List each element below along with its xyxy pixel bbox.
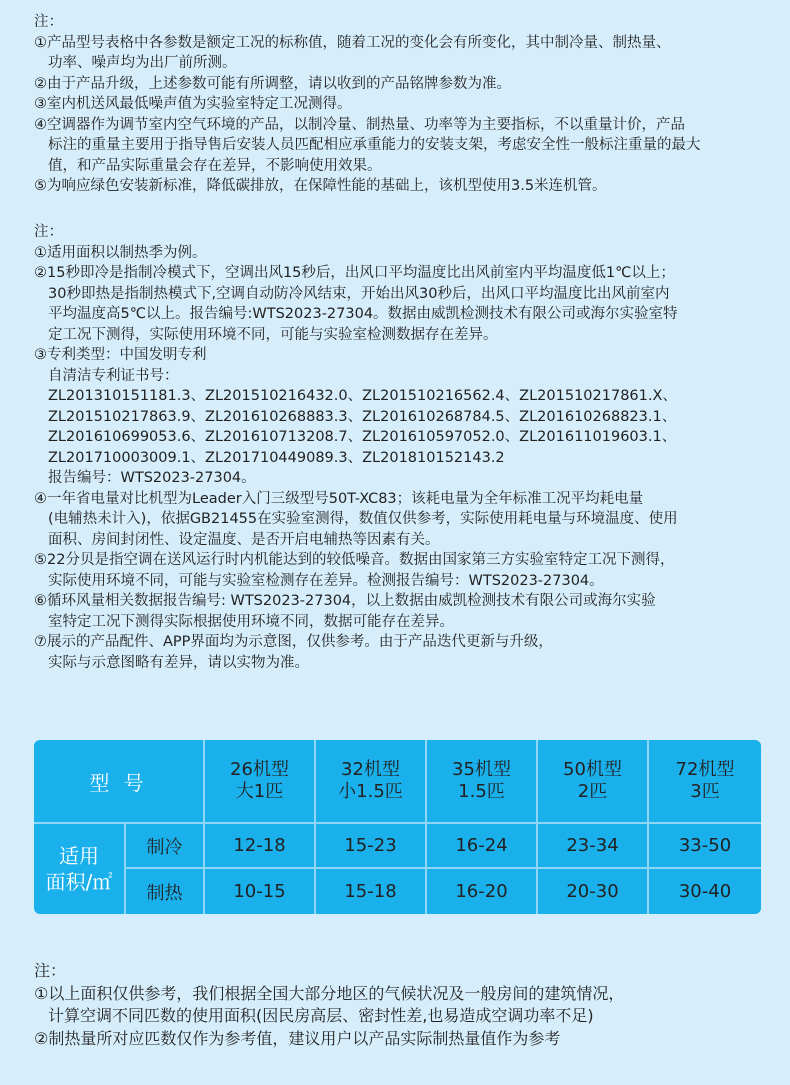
model-name: 26机型 <box>230 759 289 780</box>
note-line: 定工况下测得，实际使用环境不同，可能与实验室检测数据存在差异。 <box>48 326 498 343</box>
table-cell: 15-18 <box>344 881 397 902</box>
model-name: 50机型 <box>563 759 622 780</box>
row-label-cooling: 制冷 <box>146 836 183 858</box>
model-capacity: 大1匹 <box>235 781 284 802</box>
note-line: 功率、噪声均为出厂前所测。 <box>48 55 237 71</box>
note-line: 平均温度高5℃以上。报告编号:WTS2023-27304。数据由威凯检测技术有限公司或海尔实验室特 <box>48 306 678 322</box>
note-line: (电辅热未计入)，依据GB21455在实验室测得，数值仅供参考，实际使用耗电量与环境温度、使用 <box>48 511 678 527</box>
note-line: 室特定工况下测得实际根据使用环境不同，数据可能存在差异。 <box>48 613 454 630</box>
table-cell: 23-34 <box>566 835 619 856</box>
note-line: 报告编号：WTS2023-27304。 <box>48 470 256 486</box>
note-line: 值，和产品实际重量会存在差异，不影响使用效果。 <box>48 157 382 174</box>
note-line: 实际使用环境不同，可能与实验室检测存在差异。检测报告编号：WTS2023-27304。 <box>48 572 604 589</box>
model-header: 型 号 <box>89 770 148 795</box>
note-line: ⑤为响应绿色安装新标准，降低碳排放，在保障性能的基础上，该机型使用3.5米连机管。 <box>34 178 607 194</box>
table-cell: 20-30 <box>566 881 619 902</box>
note-line: ⑦展示的产品配件、APP界面均为示意图，仅供参考。由于产品迭代更新与升级， <box>34 634 553 650</box>
model-column-26 <box>205 740 314 822</box>
note-line: 实际与示意图略有差异，请以实物为准。 <box>48 654 309 671</box>
model-capacity: 3匹 <box>690 781 720 802</box>
note-line: ⑤22分贝是指空调在送风运行时内机能达到的较低噪音。数据由国家第三方实验室特定工况下测得， <box>34 552 675 568</box>
model-name: 32机型 <box>341 759 400 780</box>
table-cell: 16-24 <box>455 835 508 856</box>
table-cell: 10-15 <box>233 881 286 902</box>
note-line: ④一年省电量对比机型为Leader入门三级型号50T-XC83；该耗电量为全年标准工况平均耗电量 <box>34 490 644 507</box>
note-line: ③专利类型：中国发明专利 <box>34 347 207 363</box>
model-capacity: 1.5匹 <box>458 781 505 802</box>
note-line: ①以上面积仅供参考，我们根据全国大部分地区的气候状况及一般房间的建筑情况， <box>34 983 625 1003</box>
note-line: ④空调器作为调节室内空气环境的产品，以制冷量、制热量、功率等为主要指标，不以重量计价，产品 <box>34 116 685 133</box>
note-line: ①适用面积以制热季为例。 <box>34 244 207 261</box>
model-name: 35机型 <box>452 759 511 780</box>
note-line: 面积、房间封闭性、设定温度、是否开启电辅热等因素有关。 <box>48 531 440 548</box>
note-line: 自清洁专利证书号： <box>48 367 179 384</box>
note-heading: 注： <box>34 224 63 240</box>
model-capacity: 2匹 <box>577 781 608 802</box>
note-line: 30秒即热是指制热模式下,空调自动防冷风结束，开始出风30秒后，出风口平均温度比出风前室内 <box>48 285 670 302</box>
note-line: ②制热量所对应匹数仅作为参考值，建议用户以产品实际制热量值作为参考 <box>34 1028 561 1048</box>
note-line: ③室内机送风最低噪声值为实验室特定工况测得。 <box>34 96 352 112</box>
notes-section-2 <box>34 222 774 673</box>
patent-line: ZL201310151181.3、ZL201510216432.0、ZL201510216562.4、ZL201510217861.X、 <box>48 388 677 404</box>
patent-line: ZL201710003009.1、ZL201710449089.3、ZL201810152143.2 <box>48 449 505 466</box>
model-name: 72机型 <box>675 759 735 780</box>
model-column-32 <box>316 740 425 822</box>
model-capacity: 小1.5匹 <box>338 781 403 802</box>
note-line: ②15秒即冷是指制冷模式下，空调出风15秒后，出风口平均温度比出风前室内平均温度低1℃以上； <box>34 265 675 281</box>
table-cell: 12-18 <box>233 835 286 856</box>
notes-section-1 <box>34 12 774 197</box>
area-label <box>34 824 124 914</box>
table-cell: 16-20 <box>455 881 508 902</box>
model-column-72 <box>649 740 761 822</box>
note-line: ①产品型号表格中各参数是额定工况的标称值，随着工况的变化会有所变化，其中制冷量、制热量、 <box>34 34 671 51</box>
area-label-line2: 面积/㎡ <box>45 870 113 894</box>
patent-line: ZL201510217863.9、ZL201610268883.3、ZL201610268784.5、ZL201610268823.1、 <box>48 408 677 425</box>
note-line: ⑥循环风量相关数据报告编号: WTS2023-27304，以上数据由威凯检测技术有限公司或海尔实验 <box>34 593 656 609</box>
area-label-line1: 适用 <box>59 844 99 868</box>
note-heading: 注： <box>34 14 63 30</box>
table-cell: 30-40 <box>678 881 732 902</box>
row-label-heating: 制热 <box>146 882 183 904</box>
notes-section-3 <box>34 960 774 1050</box>
model-column-35 <box>427 740 536 822</box>
note-heading: 注： <box>34 961 67 980</box>
patent-line: ZL201610699053.6、ZL201610713208.7、ZL201610597052.0、ZL201611019603.1、 <box>48 429 677 445</box>
model-column-50 <box>538 740 647 822</box>
spec-table <box>34 740 761 914</box>
table-cell: 33-50 <box>678 835 732 856</box>
note-line: ②由于产品升级，上述参数可能有所调整，请以收到的产品铭牌参数为准。 <box>34 75 511 92</box>
note-line: 计算空调不同匹数的使用面积(因民房高层、密封性差,也易造成空调功率不足) <box>48 1006 594 1025</box>
table-cell: 15-23 <box>344 835 397 856</box>
note-line: 标注的重量主要用于指导售后安装人员匹配相应承重能力的安装支架，考虑安全性一般标注重量的最大 <box>48 137 701 153</box>
